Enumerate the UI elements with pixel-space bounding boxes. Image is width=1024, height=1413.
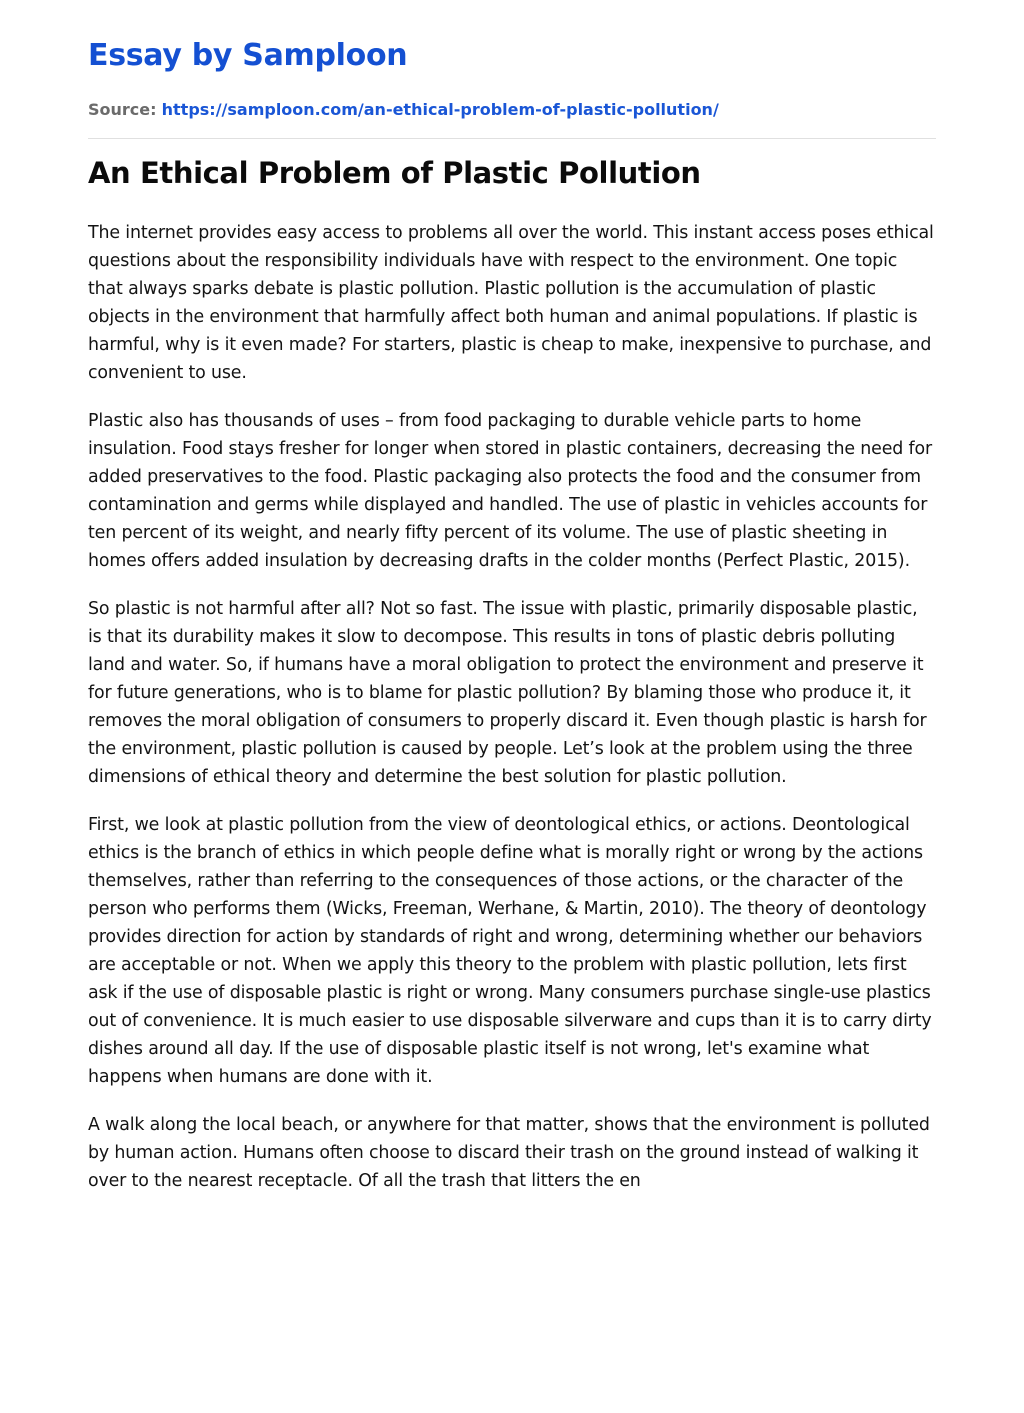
essay-body [88, 219, 936, 1195]
header-divider [88, 138, 936, 139]
source-label: Source: [88, 100, 157, 119]
site-brand-title: Essay by Samploon [88, 38, 408, 73]
essay-paragraph: So plastic is not harmful after all? Not so fast. The issue with plastic, primarily disposable plastic, is that its durability makes it slow to decompose. This results in tons of plastic debris polluting land and water. So, if humans have a moral obligation to protect the environment and preserve it for future generations, who is to blame for plastic pollution? By blaming those who produce it, it removes the moral obligation of consumers to properly discard it. Even though plastic is harsh for the environment, plastic pollution is caused by people. Let’s look at the problem using the three dimensions of ethical theory and determine the best solution for plastic pollution. [88, 599, 927, 787]
source-line [88, 98, 936, 122]
essay-paragraph: First, we look at plastic pollution from the view of deontological ethics, or actions. Deontological ethics is the branch of ethics in which people define what is morally right or wrong by the actions themselves, rather than referring to the consequences of those actions, or the character of the person who performs them (Wicks, Freeman, Werhane, & Martin, 2010). The theory of deontology provides direction for action by standards of right and wrong, determining whether our behaviors are acceptable or not. When we apply this theory to the problem with plastic pollution, lets first ask if the use of disposable plastic is right or wrong. Many consumers purchase single-use plastics out of convenience. It is much easier to use disposable silverware and cups than it is to carry dirty dishes around all day. If the use of disposable plastic itself is not wrong, let's examine what happens when humans are done with it. [88, 815, 932, 1087]
essay-paragraph: A walk along the local beach, or anywhere for that matter, shows that the environment is polluted by human action. Humans often choose to discard their trash on the ground instead of walking it over to the nearest receptacle. Of all the trash that litters the en [88, 1115, 930, 1191]
source-link[interactable]: https://samploon.com/an-ethical-problem-of-plastic-pollution/ [161, 100, 719, 119]
essay-paragraph: Plastic also has thousands of uses – from food packaging to durable vehicle parts to home insulation. Food stays fresher for longer when stored in plastic containers, decreasing the need for added preservatives to the food. Plastic packaging also protects the food and the consumer from contamination and germs while displayed and handled. The use of plastic in vehicles accounts for ten percent of its weight, and nearly fifty percent of its volume. The use of plastic sheeting in homes offers added insulation by decreasing drafts in the colder months (Perfect Plastic, 2015). [88, 411, 932, 571]
essay-title: An Ethical Problem of Plastic Pollution [88, 156, 701, 190]
essay-page [88, 0, 936, 1195]
essay-paragraph: The internet provides easy access to problems all over the world. This instant access poses ethical questions about the responsibility individuals have with respect to the environment. One topic that always sparks debate is plastic pollution. Plastic pollution is the accumulation of plastic objects in the environment that harmfully affect both human and animal populations. If plastic is harmful, why is it even made? For starters, plastic is cheap to make, inexpensive to purchase, and convenient to use. [88, 223, 934, 383]
